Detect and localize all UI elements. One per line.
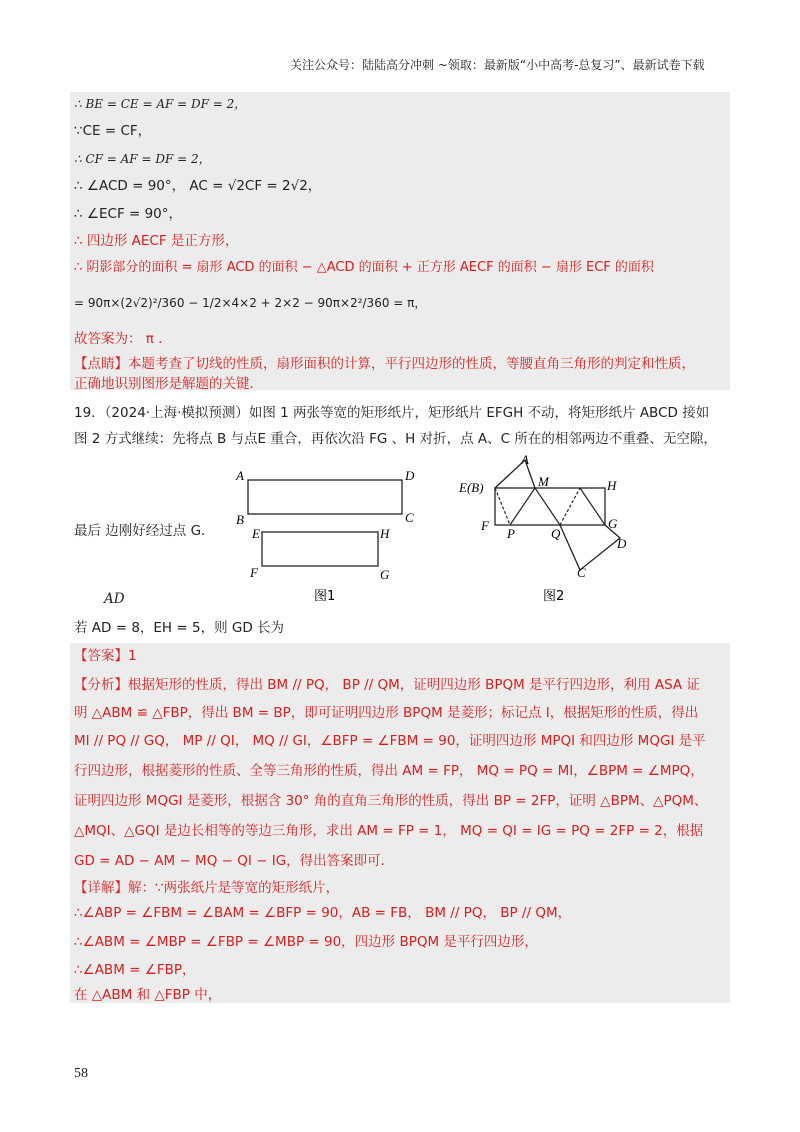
label-d: D — [617, 536, 627, 551]
detail-line: 在 △ABM 和 △FBP 中， — [74, 987, 222, 1003]
question-line-2: 图 2 方式继续：先将点 B 与点E 重合，再依次沿 FG 、H 对折，点 A、C 所在的相邻两边不重叠、无空隙， — [74, 431, 717, 447]
question-line-3: 最后 边刚好经过点 G． — [74, 523, 215, 539]
fold-c — [560, 525, 620, 570]
label-d: D — [405, 468, 415, 483]
solution-line: ∴ 阴影部分的面积 = 扇形 ACD 的面积 − △ACD 的面积 + 正方形 AECF 的面积 − 扇形 ECF 的面积 — [74, 260, 654, 275]
solution-line: ∴ CF = AF = DF = 2， — [74, 152, 211, 166]
rect-efgh — [495, 488, 605, 525]
detail-line: ∴∠ABM = ∠MBP = ∠FBP = ∠MBP = 90，四边形 BPQM 是平行四边形， — [74, 934, 538, 950]
dianjing-line: 【点睛】本题考查了切线的性质，扇形面积的计算，平行四边形的性质，等腰直角三角形的判定和性质， — [74, 356, 695, 372]
solution-line: ∴ 四边形 AECF 是正方形， — [74, 233, 239, 249]
label-f: F — [481, 518, 489, 533]
question-line-4: 若 AD = 8，EH = 5，则 GD 长为 — [74, 620, 285, 636]
label-c: C — [577, 565, 586, 580]
solution-line: 故答案为： π ． — [74, 331, 172, 347]
rect-abcd — [248, 480, 402, 514]
qi-line — [560, 488, 580, 525]
caption-1: 图1 — [314, 589, 336, 604]
detail-line: ∴∠ABM = ∠FBP， — [74, 962, 196, 978]
ig-line — [580, 488, 605, 525]
figure-2 — [455, 450, 655, 610]
analysis-line: 【分析】根据矩形的性质，得出 BM // PQ， BP // QM，证明四边形 BPQM 是平行四边形，利用 ASA 证 — [74, 677, 700, 693]
analysis-line: 明 △ABM ≌ △FBP，得出 BM = BP，即可证明四边形 BPQM 是菱形；标记点 I，根据矩形的性质，得出 — [74, 705, 699, 721]
label-q: Q — [551, 526, 561, 541]
figure-1 — [230, 460, 430, 610]
solution-line: ∴ ∠ACD = 90°， AC = √2CF = 2√2， — [74, 178, 322, 194]
detail-line: ∴∠ABP = ∠FBM = ∠BAM = ∠BFP = 90，AB = FB， BM // PQ， BP // QM， — [74, 905, 572, 921]
page-number: 58 — [74, 1066, 88, 1081]
analysis-line: 行四边形，根据菱形的性质、全等三角形的性质，得出 AM = FP， MQ = PQ = MI，∠BPM = ∠MPQ， — [74, 763, 704, 779]
analysis-line: MI // PQ // GQ， MP // QI， MQ // GI，∠BFP = ∠FBM = 90，证明四边形 MPQI 和四边形 MQGI 是平 — [74, 733, 706, 749]
solution-line: ∴ BE = CE = AF = DF = 2， — [74, 97, 247, 111]
label-f: F — [250, 565, 258, 580]
label-c: C — [405, 510, 414, 525]
label-g: G — [380, 567, 390, 582]
analysis-line: GD = AD − AM − MQ − QI − IG，得出答案即可． — [74, 853, 395, 869]
label-h: H — [380, 526, 390, 541]
analysis-line: 证明四边形 MQGI 是菱形，根据含 30° 角的直角三角形的性质，得出 BP = 2FP，证明 △BPM、△PQM、 — [74, 793, 708, 809]
label-m: M — [538, 474, 549, 489]
question-line-1: 19．（2024·上海·模拟预测）如图 1 两张等宽的矩形纸片，矩形纸片 EFGH 不动，将矩形纸片 ABCD 接如 — [74, 405, 710, 421]
label-eb: E(B) — [459, 480, 484, 495]
page-header: 关注公众号：陆陆高分冲刺 ~领取：最新版“小中高考-总复习”、最新试卷下载 — [290, 58, 705, 72]
label-b: B — [236, 512, 244, 527]
label-p: P — [507, 526, 515, 541]
solution-line: ∵CE = CF， — [74, 123, 152, 139]
label-a: A — [521, 452, 529, 467]
fold-a — [495, 460, 535, 488]
detail-line: 【详解】解：∵两张纸片是等宽的矩形纸片， — [74, 880, 340, 896]
rect-efgh — [262, 532, 378, 566]
label-h: H — [607, 478, 617, 493]
answer-line: 【答案】1 — [74, 648, 137, 664]
caption-2: 图2 — [543, 589, 565, 604]
dianjing-line: 正确地识别图形是解题的关键． — [74, 376, 263, 392]
mp-line — [510, 488, 535, 525]
ad-label: AD — [104, 591, 125, 607]
label-g: G — [608, 516, 618, 531]
analysis-line: △MQI、△GQI 是边长相等的等边三角形，求出 AM = FP = 1， MQ = QI = IG = PQ = 2FP = 2，根据 — [74, 823, 704, 839]
label-a: A — [236, 468, 244, 483]
bp-line — [495, 488, 510, 525]
label-e: E — [252, 526, 260, 541]
solution-line: ∴ ∠ECF = 90°， — [74, 206, 183, 222]
mq-line — [535, 488, 560, 525]
formula-line: = 90π×(2√2)²/360 − 1/2×4×2 + 2×2 − 90π×2²/360 = π， — [74, 296, 427, 310]
